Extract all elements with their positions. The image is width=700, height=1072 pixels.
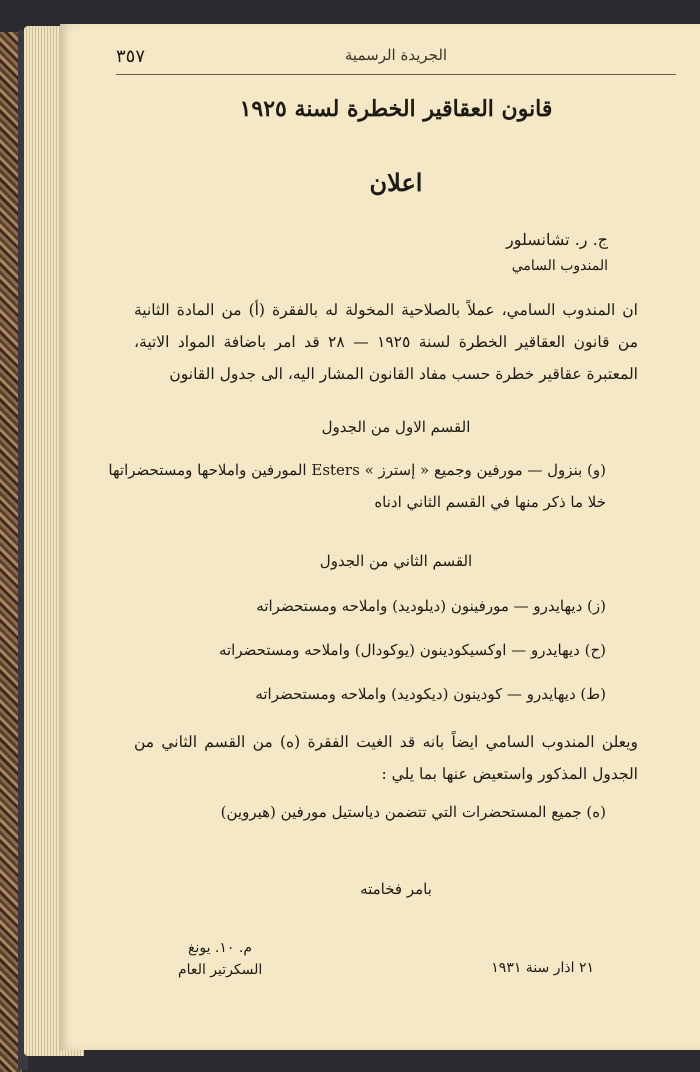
section-one-heading: القسم الاول من الجدول bbox=[321, 418, 471, 436]
schedule-item-ta: (ط) ديهايدرو — كودينون (ديكوديد) واملاحه ومستحضراته bbox=[255, 685, 606, 703]
schedule-item-he: (ه) جميع المستحضرات التي تتضمن دياستيل مورفين (هيروين) bbox=[220, 803, 606, 821]
document-title: قانون العقاقير الخطرة لسنة ١٩٢٥ bbox=[239, 96, 553, 122]
section-two-heading: القسم الثاني من الجدول bbox=[319, 552, 473, 570]
journal-name: الجريدة الرسمية bbox=[344, 46, 448, 64]
footer-signer-name: م. ١٠. يونغ bbox=[188, 940, 253, 956]
issue-date: ٢١ اذار سنة ١٩٣١ bbox=[491, 960, 594, 976]
signatory-name: ج. ر. تشانسلور bbox=[505, 230, 608, 249]
announcement-heading: اعلان bbox=[369, 168, 423, 197]
closing-line: بامر فخامته bbox=[360, 880, 432, 898]
running-header bbox=[116, 46, 676, 75]
schedule-item-waw: (و) بنزول — مورفين وجميع « إسترز » Esters المورفين واملاحها ومستحضراتها خلا ما ذكر منها في القسم الثاني ادناه bbox=[108, 461, 606, 511]
schedule-item-ha: (ح) ديهايدرو — اوكسيكودينون (يوكودال) واملاحه ومستحضراته bbox=[218, 641, 606, 659]
page-number: ٣٥٧ bbox=[116, 46, 146, 67]
signatory-title: المندوب السامي bbox=[511, 258, 608, 274]
document-page bbox=[60, 24, 700, 1050]
footer-signer-title: السكرتير العام bbox=[178, 962, 263, 978]
schedule-item-zay: (ز) ديهايدرو — مورفينون (ديلوديد) واملاحه ومستحضراته bbox=[256, 597, 606, 615]
intro-paragraph: ان المندوب السامي، عملاً بالصلاحية المخولة له بالفقرة (أ) من المادة الثانية من قانون العقاقير الخطرة لسنة ١٩٢٥ — ٢٨ قد امر باضافة المواد الاتية، المعتبرة عقاقير خطرة حسب مفاد القانون المشار اليه، الى جدول القانون bbox=[134, 301, 638, 383]
replacement-paragraph: ويعلن المندوب السامي ايضاً بانه قد الغيت الفقرة (ه) من القسم الثاني من الجدول المذكور واستعيض عنها بما يلي : bbox=[134, 733, 638, 783]
